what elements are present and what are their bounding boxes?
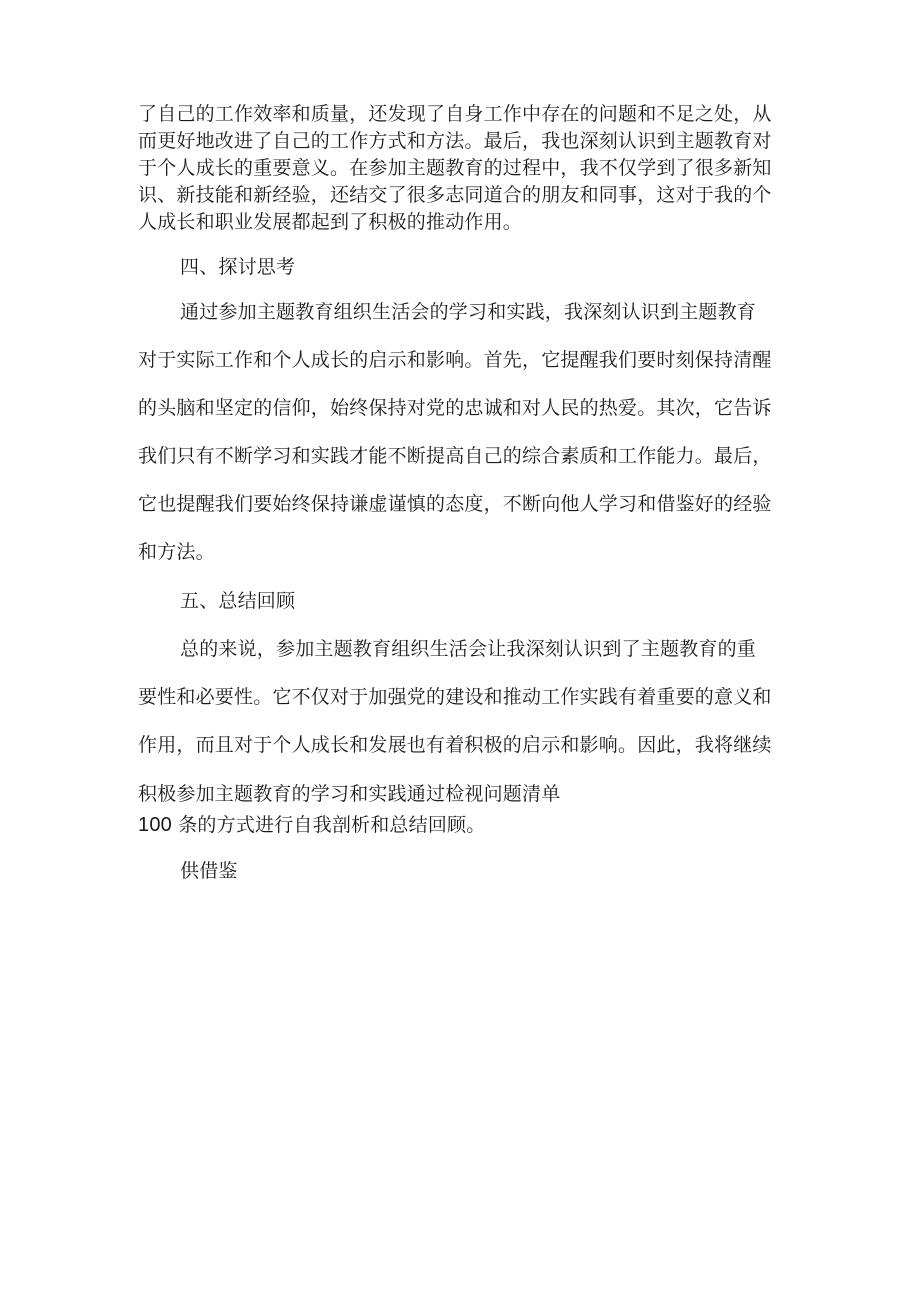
section-four-line-4: 我们只有不断学习和实践才能不断提高自己的综合素质和工作能力。最后， [138, 445, 772, 467]
section-five-line-1: 总的来说，参加主题教育组织生活会让我深刻认识到了主题教育的重 [180, 638, 757, 660]
intro-line-1: 了自己的工作效率和质量，还发现了自身工作中存在的问题和不足之处，从 [138, 103, 772, 125]
section-five-line-3: 作用，而且对于个人成长和发展也有着积极的启示和影响。因此，我将继续 [138, 734, 772, 756]
closing-note: 供借鉴 [180, 860, 238, 882]
intro-line-2: 而更好地改进了自己的工作方式和方法。最后，我也深刻认识到主题教育对 [138, 130, 772, 152]
section-four-heading: 四、探讨思考 [180, 256, 296, 278]
section-five-line-4: 积极参加主题教育的学习和实践通过检视问题清单 [138, 783, 561, 805]
section-four-line-2: 对于实际工作和个人成长的启示和影响。首先，它提醒我们要时刻保持清醒 [138, 349, 772, 371]
section-five-heading: 五、总结回顾 [180, 590, 296, 612]
intro-line-4: 识、新技能和新经验，还结交了很多志同道合的朋友和同事，这对于我的个 [138, 184, 772, 206]
section-four-line-6: 和方法。 [138, 541, 215, 563]
section-four-line-1: 通过参加主题教育组织生活会的学习和实践，我深刻认识到主题教育 [180, 301, 757, 323]
section-four-line-3: 的头脑和坚定的信仰，始终保持对党的忠诚和对人民的热爱。其次，它告诉 [138, 397, 772, 419]
section-five-line-5 [138, 812, 485, 838]
section-five-line-2: 要性和必要性。它不仅对于加强党的建设和推动工作实践有着重要的意义和 [138, 686, 772, 708]
section-five-line-5-text: 条的方式进行自我剖析和总结回顾。 [178, 814, 486, 836]
problem-count: 100 [138, 814, 172, 836]
intro-line-3: 于个人成长的重要意义。在参加主题教育的过程中，我不仅学到了很多新知 [138, 157, 772, 179]
intro-line-5: 人成长和职业发展都起到了积极的推动作用。 [138, 211, 523, 233]
section-four-line-5: 它也提醒我们要始终保持谦虚谨慎的态度，不断向他人学习和借鉴好的经验 [138, 493, 772, 515]
